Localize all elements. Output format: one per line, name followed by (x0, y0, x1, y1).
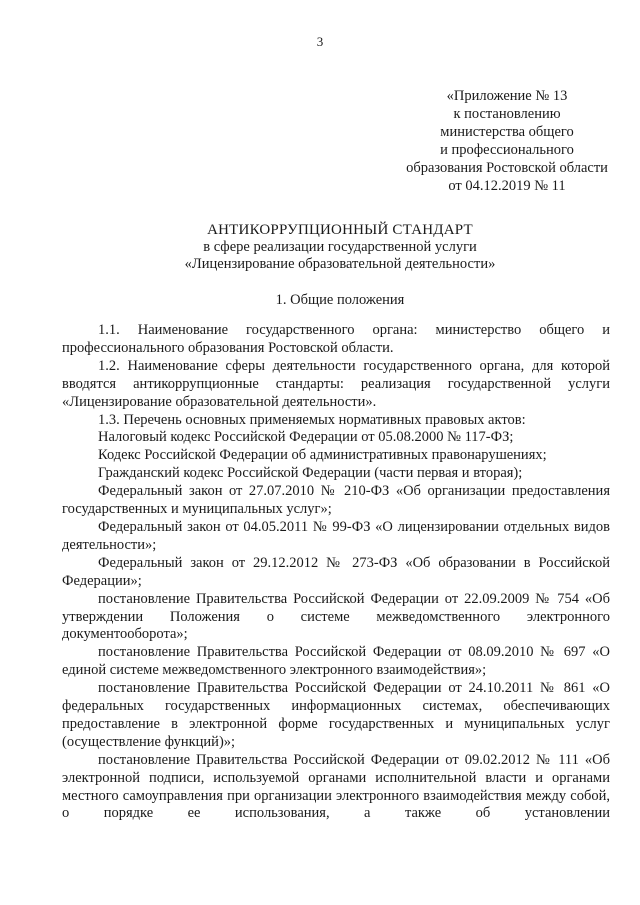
annex-line: и профессионального (440, 142, 574, 158)
paragraph: постановление Правительства Российской Федерации от 22.09.2009 № 754 «Об утверждении Положения о системе межведомственного электронного документооборота»; (62, 590, 610, 643)
paragraph: Федеральный закон от 04.05.2011 № 99-ФЗ «О лицензировании отдельных видов деятельности»; (62, 518, 610, 553)
paragraph: Федеральный закон от 27.07.2010 № 210-ФЗ «Об организации предоставления государственных и муниципальных услуг»; (62, 483, 610, 518)
paragraph: Гражданский кодекс Российской Федерации (части первая и вторая); (98, 465, 523, 482)
annex-line: министерства общего (440, 124, 574, 140)
page-number: 3 (316, 34, 324, 49)
document-title (70, 222, 610, 273)
paragraph: 1.1. Наименование государственного органа: министерство общего и профессионального образования Ростовской области. (62, 322, 610, 356)
paragraph: постановление Правительства Российской Федерации от 24.10.2011 № 861 «О федеральных государственных информационных системах, обеспечивающих предоставление в электронной форме государственных и муниципальных услуг (осуществление функций)»; (62, 680, 610, 750)
paragraph: 1.2. Наименование сферы деятельности государственного органа, для которой вводятся антикоррупционные стандарты: реализация государственной услуги «Лицензирование образовательной деятельности». (62, 357, 610, 410)
paragraph: постановление Правительства Российской Федерации от 09.02.2012 № 111 «Об электронной подписи, используемой органами исполнительной власти и органами местного самоуправления при организации электронного взаимодействия между собой, о порядке ее использования, а также об установлении (62, 751, 610, 822)
title-line: в сфере реализации государственной услуги (203, 239, 477, 255)
annex-line: «Приложение № 13 (446, 88, 568, 104)
title-main: АНТИКОРРУПЦИОННЫЙ СТАНДАРТ (207, 222, 473, 238)
title-line: «Лицензирование образовательной деятельности» (184, 256, 496, 272)
paragraph: Налоговый кодекс Российской Федерации от 05.08.2000 № 117-ФЗ; (98, 429, 514, 446)
body-text (62, 322, 610, 823)
paragraph: постановление Правительства Российской Федерации от 08.09.2010 № 697 «О единой системе межведомственного электронного взаимодействия»; (62, 644, 610, 679)
annex-line: к постановлению (453, 106, 561, 122)
paragraph: Кодекс Российской Федерации об административных правонарушениях; (98, 447, 547, 464)
paragraph: 1.3. Перечень основных применяемых нормативных правовых актов: (98, 411, 526, 428)
annex-header (396, 87, 618, 195)
section-heading: 1. Общие положения (275, 292, 405, 308)
annex-line: от 04.12.2019 № 11 (448, 178, 566, 194)
paragraph: Федеральный закон от 29.12.2012 № 273-ФЗ «Об образовании в Российской Федерации»; (62, 554, 610, 589)
annex-line: образования Ростовской области (406, 160, 608, 176)
